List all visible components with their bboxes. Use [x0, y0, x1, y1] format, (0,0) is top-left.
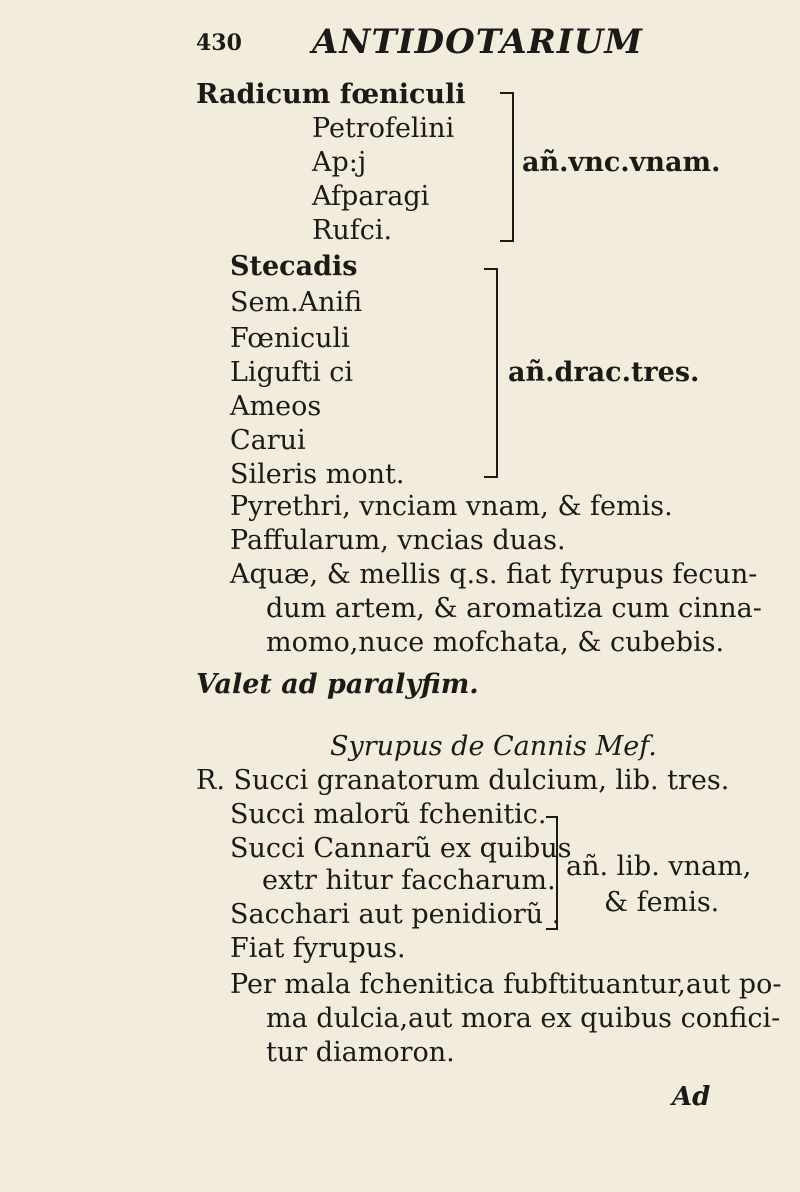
group3-item-1: Succi malorũ fchenitic. [230, 799, 547, 830]
group2-item-1: Stecadis [230, 251, 358, 282]
group3-item-4: Sacchari aut penidiorũ . [230, 899, 561, 930]
text-line: Paffularum, vncias duas. [230, 525, 566, 556]
group3-brace [546, 816, 558, 930]
section-title: Syrupus de Cannis Mef. [330, 731, 657, 762]
group3-dose-line2: & femis. [604, 887, 720, 918]
valet-note: Valet ad paralyfim. [196, 669, 479, 700]
text-line: ma dulcia,aut mora ex quibus confici- [266, 1003, 781, 1034]
text-line: Pyrethri, vnciam vnam, & femis. [230, 491, 673, 522]
running-head: ANTIDOTARIUM [312, 22, 644, 62]
group3-item-3: extr hitur faccharum. [262, 865, 556, 896]
group2-brace [484, 268, 498, 478]
text-line: Per mala fchenitica fubftituantur,aut po- [230, 969, 782, 1000]
group1-item-1: Radicum fœniculi [196, 79, 466, 110]
group3-dose-line1: añ. lib. vnam, [566, 851, 752, 882]
group2-item-4: Ligufti ci [230, 357, 354, 388]
group1-brace [500, 92, 514, 242]
group3-item-2: Succi Cannarũ ex quibus [230, 833, 572, 864]
text-line: momo,nuce mofchata, & cubebis. [266, 627, 725, 658]
text-line: dum artem, & aromatiza cum cinna- [266, 593, 762, 624]
group2-item-3: Fœniculi [230, 323, 350, 354]
group1-dose: añ.vnc.vnam. [522, 147, 721, 178]
group2-item-7: Sileris mont. [230, 459, 405, 490]
group1-item-4: Afparagi [312, 181, 430, 212]
group1-item-3: Ap:j [312, 147, 367, 178]
catchword: Ad [672, 1082, 711, 1112]
group2-item-6: Carui [230, 425, 306, 456]
text-line: Aquæ, & mellis q.s. fiat fyrupus fecun- [230, 559, 758, 590]
text-line: tur diamoron. [266, 1037, 455, 1068]
group2-item-2: Sem.Anifi [230, 287, 363, 318]
group1-item-2: Petrofelini [312, 113, 455, 144]
recipe-first-line: R. Succi granatorum dulcium, lib. tres. [196, 765, 730, 796]
group1-item-5: Rufci. [312, 215, 393, 246]
fiat-line: Fiat fyrupus. [230, 933, 406, 964]
group2-item-5: Ameos [230, 391, 322, 422]
group2-dose: añ.drac.tres. [508, 357, 700, 388]
page-number: 430 [196, 30, 242, 56]
